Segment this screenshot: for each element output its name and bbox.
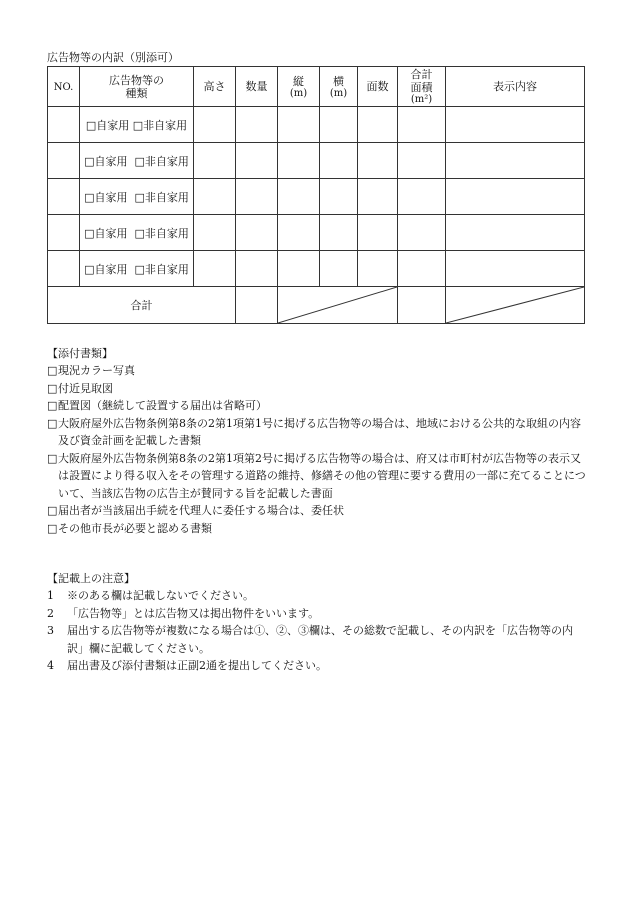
header-total-area: 合計 面積 (m²): [398, 67, 446, 107]
no-cell[interactable]: [48, 251, 80, 287]
type-other-checkbox[interactable]: □非自家用: [132, 118, 188, 132]
note-item: [47, 622, 587, 657]
note-item: [47, 605, 587, 623]
no-cell[interactable]: [48, 215, 80, 251]
quantity-cell[interactable]: [236, 251, 278, 287]
type-cell: [80, 251, 194, 287]
length-cell[interactable]: [278, 107, 320, 143]
type-self-checkbox[interactable]: □自家用: [84, 154, 128, 168]
total-quantity-cell[interactable]: [236, 287, 278, 324]
attachment-checkbox[interactable]: □: [47, 504, 58, 517]
notes-title: 【記載上の注意】: [47, 572, 135, 585]
header-type: 広告物等の 種類: [80, 67, 194, 107]
width-cell[interactable]: [320, 143, 358, 179]
quantity-cell[interactable]: [236, 143, 278, 179]
note-number: 2: [47, 606, 54, 620]
note-text: 「広告物等」とは広告物又は掲出物件をいいます。: [67, 606, 320, 620]
height-cell[interactable]: [194, 107, 236, 143]
breakdown-heading: 広告物等の内訳（別添可）: [47, 51, 179, 64]
no-cell[interactable]: [48, 179, 80, 215]
attachment-text: 付近見取図: [58, 381, 113, 395]
header-width: 横 (m): [320, 67, 358, 107]
attachment-text: 届出者が当該届出手続を代理人に委任する場合は、委任状: [58, 504, 344, 517]
total-area-cell[interactable]: [398, 287, 446, 324]
area-cell[interactable]: [398, 107, 446, 143]
note-item: [47, 587, 587, 605]
notes-list: [47, 587, 587, 675]
note-text: 届出書及び添付書類は正副2通を提出してください。: [67, 659, 327, 672]
type-self-checkbox[interactable]: □自家用: [84, 262, 128, 276]
attachments-list: [47, 362, 587, 537]
attachment-checkbox[interactable]: □: [47, 364, 58, 377]
attachment-item: [47, 380, 587, 398]
length-cell[interactable]: [278, 143, 320, 179]
note-item: [47, 657, 587, 675]
height-cell[interactable]: [194, 143, 236, 179]
type-cell: [80, 179, 194, 215]
length-cell[interactable]: [278, 215, 320, 251]
note-number: 3: [47, 624, 54, 637]
content-cell[interactable]: [446, 215, 585, 251]
total-content-slash: [446, 287, 585, 324]
type-self-checkbox[interactable]: □自家用: [84, 226, 128, 240]
header-quantity: 数量: [236, 67, 278, 107]
type-other-checkbox[interactable]: □非自家用: [134, 154, 189, 168]
note-text: ※のある欄は記載しないでください。: [67, 589, 254, 602]
type-other-checkbox[interactable]: □非自家用: [134, 262, 189, 276]
faces-cell[interactable]: [358, 143, 398, 179]
width-cell[interactable]: [320, 179, 358, 215]
attachments-title: 【添付書類】: [47, 347, 113, 360]
width-cell[interactable]: [320, 215, 358, 251]
content-cell[interactable]: [446, 251, 585, 287]
type-cell: [80, 107, 194, 143]
header-height: 高さ: [194, 67, 236, 107]
note-number: 1: [47, 589, 54, 602]
table-row: [48, 107, 585, 143]
faces-cell[interactable]: [358, 251, 398, 287]
attachment-item: [47, 415, 587, 450]
area-cell[interactable]: [398, 143, 446, 179]
breakdown-table: [47, 66, 585, 324]
attachment-item: [47, 502, 587, 520]
header-content: 表示内容: [446, 67, 585, 107]
attachment-checkbox[interactable]: □: [47, 451, 58, 465]
header-no: NO.: [48, 67, 80, 107]
attachment-item: [47, 520, 587, 538]
attachment-item: [47, 362, 587, 380]
content-cell[interactable]: [446, 143, 585, 179]
diagonal-line: [446, 287, 584, 323]
note-text: 届出する広告物等が複数になる場合は①、②、③欄は、その総数で記載し、その内訳を「広告物等の内訳」欄に記載してください。: [67, 624, 573, 655]
table-row: [48, 179, 585, 215]
attachment-item: [47, 450, 587, 503]
table-row: [48, 215, 585, 251]
faces-cell[interactable]: [358, 179, 398, 215]
attachment-checkbox[interactable]: □: [47, 381, 58, 395]
attachment-item: [47, 397, 587, 415]
content-cell[interactable]: [446, 179, 585, 215]
height-cell[interactable]: [194, 179, 236, 215]
area-cell[interactable]: [398, 179, 446, 215]
faces-cell[interactable]: [358, 215, 398, 251]
width-cell[interactable]: [320, 251, 358, 287]
total-label: 合計: [48, 287, 236, 324]
diagonal-line: [278, 287, 397, 323]
area-cell[interactable]: [398, 215, 446, 251]
no-cell[interactable]: [48, 143, 80, 179]
attachment-text: 大阪府屋外広告物条例第8条の2第1項第2号に掲げる広告物等の場合は、府又は市町村が広告物等の表示又は設置により得る収入をその管理する道路の維持、修繕その他の管理に要する費用の一部に充てることについて、当該広告物の広告主が賛同する旨を記載した書面: [58, 451, 586, 500]
quantity-cell[interactable]: [236, 179, 278, 215]
header-faces: 面数: [358, 67, 398, 107]
length-cell[interactable]: [278, 251, 320, 287]
content-cell[interactable]: [446, 107, 585, 143]
area-cell[interactable]: [398, 251, 446, 287]
attachment-checkbox[interactable]: □: [47, 521, 58, 535]
note-number: 4: [47, 659, 54, 672]
type-other-checkbox[interactable]: □非自家用: [134, 190, 189, 204]
type-self-checkbox[interactable]: □自家用: [84, 190, 128, 204]
attachment-text: 配置図（継続して設置する届出は省略可）: [58, 399, 267, 412]
faces-cell[interactable]: [358, 107, 398, 143]
type-cell: [80, 215, 194, 251]
attachment-text: その他市長が必要と認める書類: [58, 521, 212, 535]
type-other-checkbox[interactable]: □非自家用: [134, 226, 189, 240]
type-self-checkbox[interactable]: □自家用: [85, 118, 130, 132]
length-cell[interactable]: [278, 179, 320, 215]
height-cell[interactable]: [194, 251, 236, 287]
attachment-checkbox[interactable]: □: [47, 399, 58, 412]
height-cell[interactable]: [194, 215, 236, 251]
width-cell[interactable]: [320, 107, 358, 143]
attachment-text: 大阪府屋外広告物条例第8条の2第1項第1号に掲げる広告物等の場合は、地域における公共的な取組の内容及び資金計画を記載した書類: [58, 416, 581, 447]
attachment-text: 現況カラー写真: [58, 364, 135, 377]
quantity-cell[interactable]: [236, 107, 278, 143]
table-row: [48, 251, 585, 287]
type-cell: [80, 143, 194, 179]
total-row: [48, 287, 585, 324]
attachment-checkbox[interactable]: □: [47, 416, 58, 430]
no-cell[interactable]: [48, 107, 80, 143]
table-header-row: [48, 67, 585, 107]
table-row: [48, 143, 585, 179]
header-length: 縦 (m): [278, 67, 320, 107]
quantity-cell[interactable]: [236, 215, 278, 251]
total-dimension-slash: [278, 287, 398, 324]
